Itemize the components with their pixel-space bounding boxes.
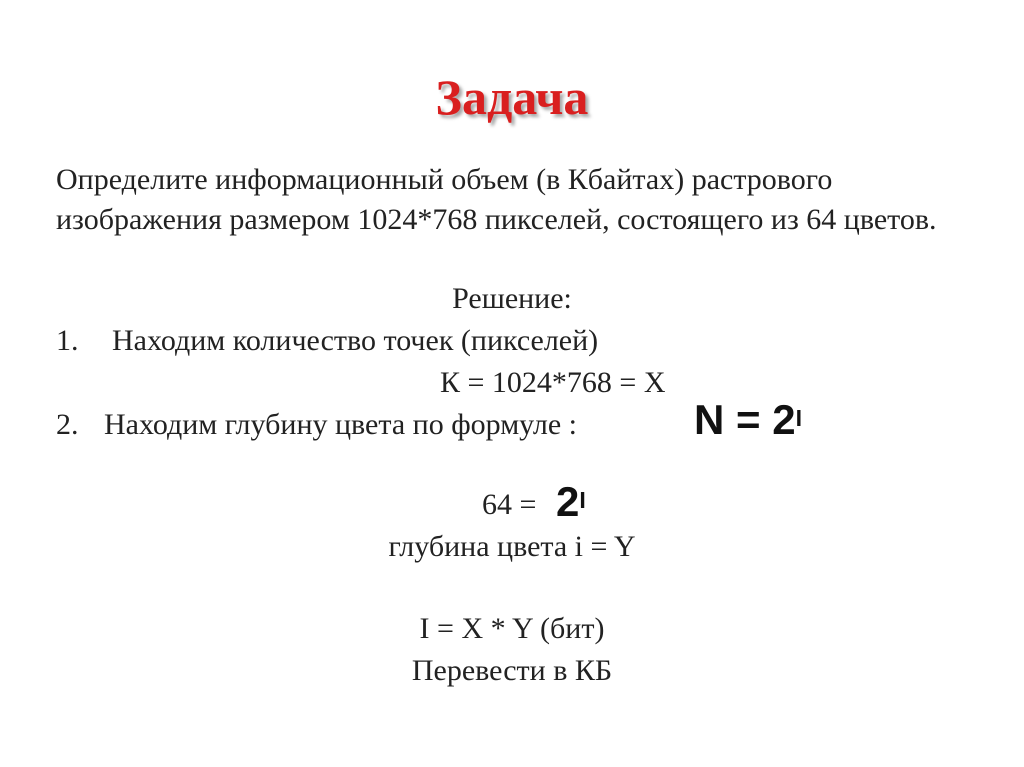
step2-text: Находим глубину цвета по формуле : <box>104 408 577 441</box>
convert-line: Перевести в КБ <box>411 654 613 687</box>
volume-formula-line: I = X * Y (бит) <box>419 612 605 645</box>
step2-number: 2. <box>56 408 79 441</box>
problem-statement: Определите информационный объем (в Кбайтах) растрового изображения размером 1024*768 пикселей, состоящего из 64 цветов. <box>56 163 937 236</box>
equation-64-base: 2 <box>556 478 580 525</box>
color-depth-line: глубина цвета i = Y <box>388 530 636 563</box>
formula-n-exponent: I <box>795 404 802 431</box>
solution-heading: Решение: <box>452 282 572 315</box>
step1-text: Находим количество точек (пикселей) <box>112 324 599 357</box>
equation-64-left: 64 = <box>482 488 537 521</box>
equation-64-exponent: I <box>579 486 586 513</box>
equation-64-power <box>556 478 586 526</box>
formula-n-equals-2-power-i <box>694 396 802 444</box>
slide-title: Задача <box>435 69 589 125</box>
formula-n-base: N = 2 <box>694 396 796 443</box>
step1-formula: К = 1024*768 = Х <box>440 366 666 399</box>
step1-number: 1. <box>56 324 79 357</box>
